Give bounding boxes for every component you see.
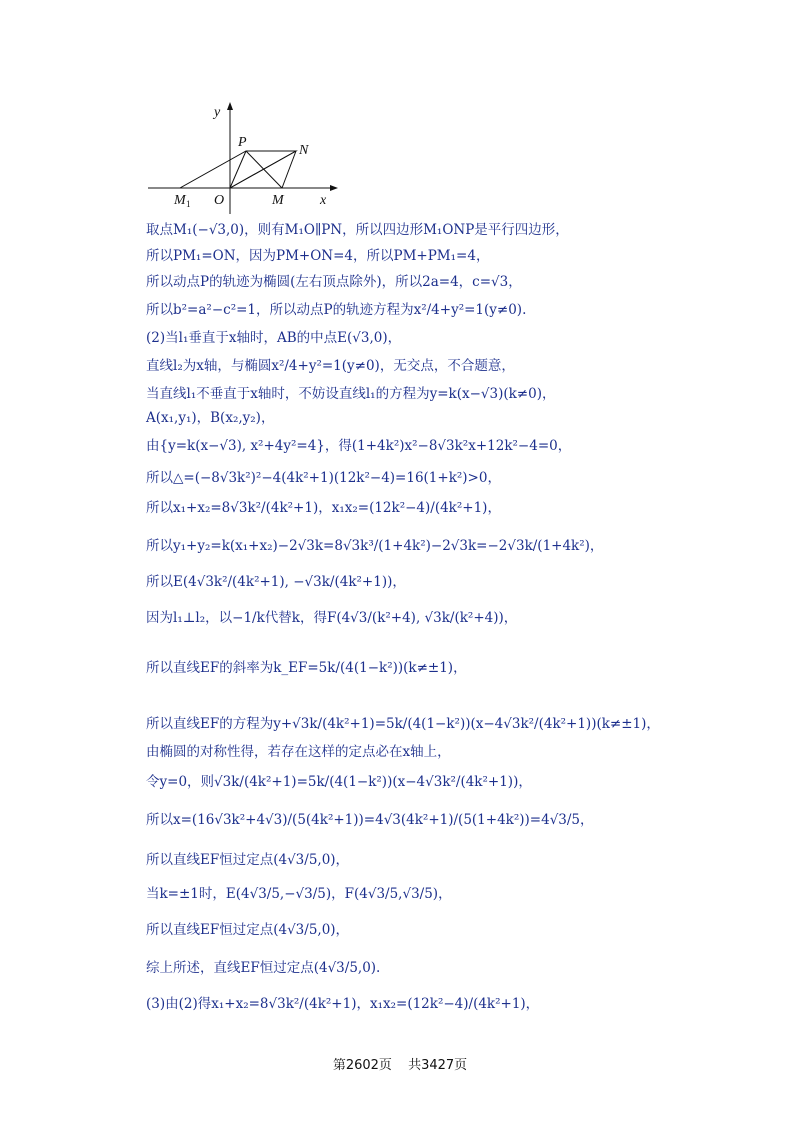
- segment-mn: [282, 151, 296, 188]
- label-x: x: [320, 193, 327, 208]
- line-22: 所以直线EF恒过定点(4√3/5,0)，: [146, 922, 350, 938]
- label-y: y: [214, 105, 221, 120]
- line-7: 当直线l₁不垂直于x轴时，不妨设直线l₁的方程为y=k(x−√3)(k≠0)，: [146, 386, 556, 402]
- label-p: P: [238, 135, 247, 150]
- y-axis-arrow-icon: [227, 102, 233, 110]
- geometry-figure: [140, 96, 350, 216]
- label-n: N: [299, 143, 309, 158]
- x-axis-arrow-icon: [330, 185, 338, 191]
- segment-op: [230, 151, 246, 188]
- line-4: 所以b²=a²−c²=1，所以动点P的轨迹方程为x²/4+y²=1(y≠0).: [146, 302, 527, 318]
- line-19: 所以x=(16√3k²+4√3)/(5(4k²+1))=4√3(4k²+1)/(5(1+4k²))=4√3/5，: [146, 812, 594, 828]
- line-6: 直线l₂为x轴，与椭圆x²/4+y²=1(y≠0)，无交点，不合题意，: [146, 358, 515, 374]
- line-21: 当k=±1时，E(4√3/5,−√3/5)，F(4√3/5,√3/5)，: [146, 886, 452, 902]
- line-17: 由椭圆的对称性得，若存在这样的定点必在x轴上，: [146, 744, 451, 760]
- total-pages: 共3427页: [408, 1058, 468, 1073]
- segment-on: [230, 151, 296, 188]
- line-23: 综上所述，直线EF恒过定点(4√3/5,0).: [146, 960, 381, 976]
- page-footer: [0, 1054, 800, 1073]
- line-14: 因为l₁⊥l₂，以−1/k代替k，得F(4√3/(k²+4), √3k/(k²+4))，: [146, 610, 518, 626]
- label-o: O: [214, 193, 225, 208]
- line-13: 所以E(4√3k²/(4k²+1), −√3k/(4k²+1))，: [146, 574, 406, 590]
- line-5: (2)当l₁垂直于x轴时，AB的中点E(√3,0)，: [146, 330, 402, 346]
- line-8: A(x₁,y₁)，B(x₂,y₂)，: [146, 410, 275, 426]
- page-number: 第2602页: [332, 1058, 392, 1073]
- label-m1: M: [174, 193, 186, 208]
- line-10: 所以△=(−8√3k²)²−4(4k²+1)(12k²−4)=16(1+k²)>0，: [146, 470, 501, 486]
- line-18: 令y=0，则√3k/(4k²+1)=5k/(4(1−k²))(x−4√3k²/(4k²+1))，: [146, 774, 532, 790]
- line-12: 所以y₁+y₂=k(x₁+x₂)−2√3k=8√3k³/(1+4k²)−2√3k=−2√3k/(1+4k²)，: [146, 538, 604, 554]
- line-9: 由{y=k(x−√3), x²+4y²=4}，得(1+4k²)x²−8√3k²x+12k²−4=0，: [146, 438, 572, 454]
- label-m1-subscript: 1: [186, 199, 191, 209]
- label-m: M: [272, 193, 284, 208]
- line-24: (3)由(2)得x₁+x₂=8√3k²/(4k²+1)，x₁x₂=(12k²−4)/(4k²+1)，: [146, 996, 540, 1012]
- line-15: 所以直线EF的斜率为k_EF=5k/(4(1−k²))(k≠±1)，: [146, 660, 467, 676]
- line-11: 所以x₁+x₂=8√3k²/(4k²+1)，x₁x₂=(12k²−4)/(4k²+1)，: [146, 500, 501, 516]
- line-20: 所以直线EF恒过定点(4√3/5,0)，: [146, 852, 350, 868]
- line-1: 取点M₁(−√3,0)，则有M₁O∥PN，所以四边形M₁ONP是平行四边形，: [146, 222, 569, 238]
- line-3: 所以动点P的轨迹为椭圆(左右顶点除外)，所以2a=4，c=√3，: [146, 274, 522, 290]
- line-16: 所以直线EF的方程为y+√3k/(4k²+1)=5k/(4(1−k²))(x−4√3k²/(4k²+1))(k≠±1)，: [146, 716, 660, 732]
- line-2: 所以PM₁=ON，因为PM+ON=4，所以PM+PM₁=4，: [146, 248, 490, 264]
